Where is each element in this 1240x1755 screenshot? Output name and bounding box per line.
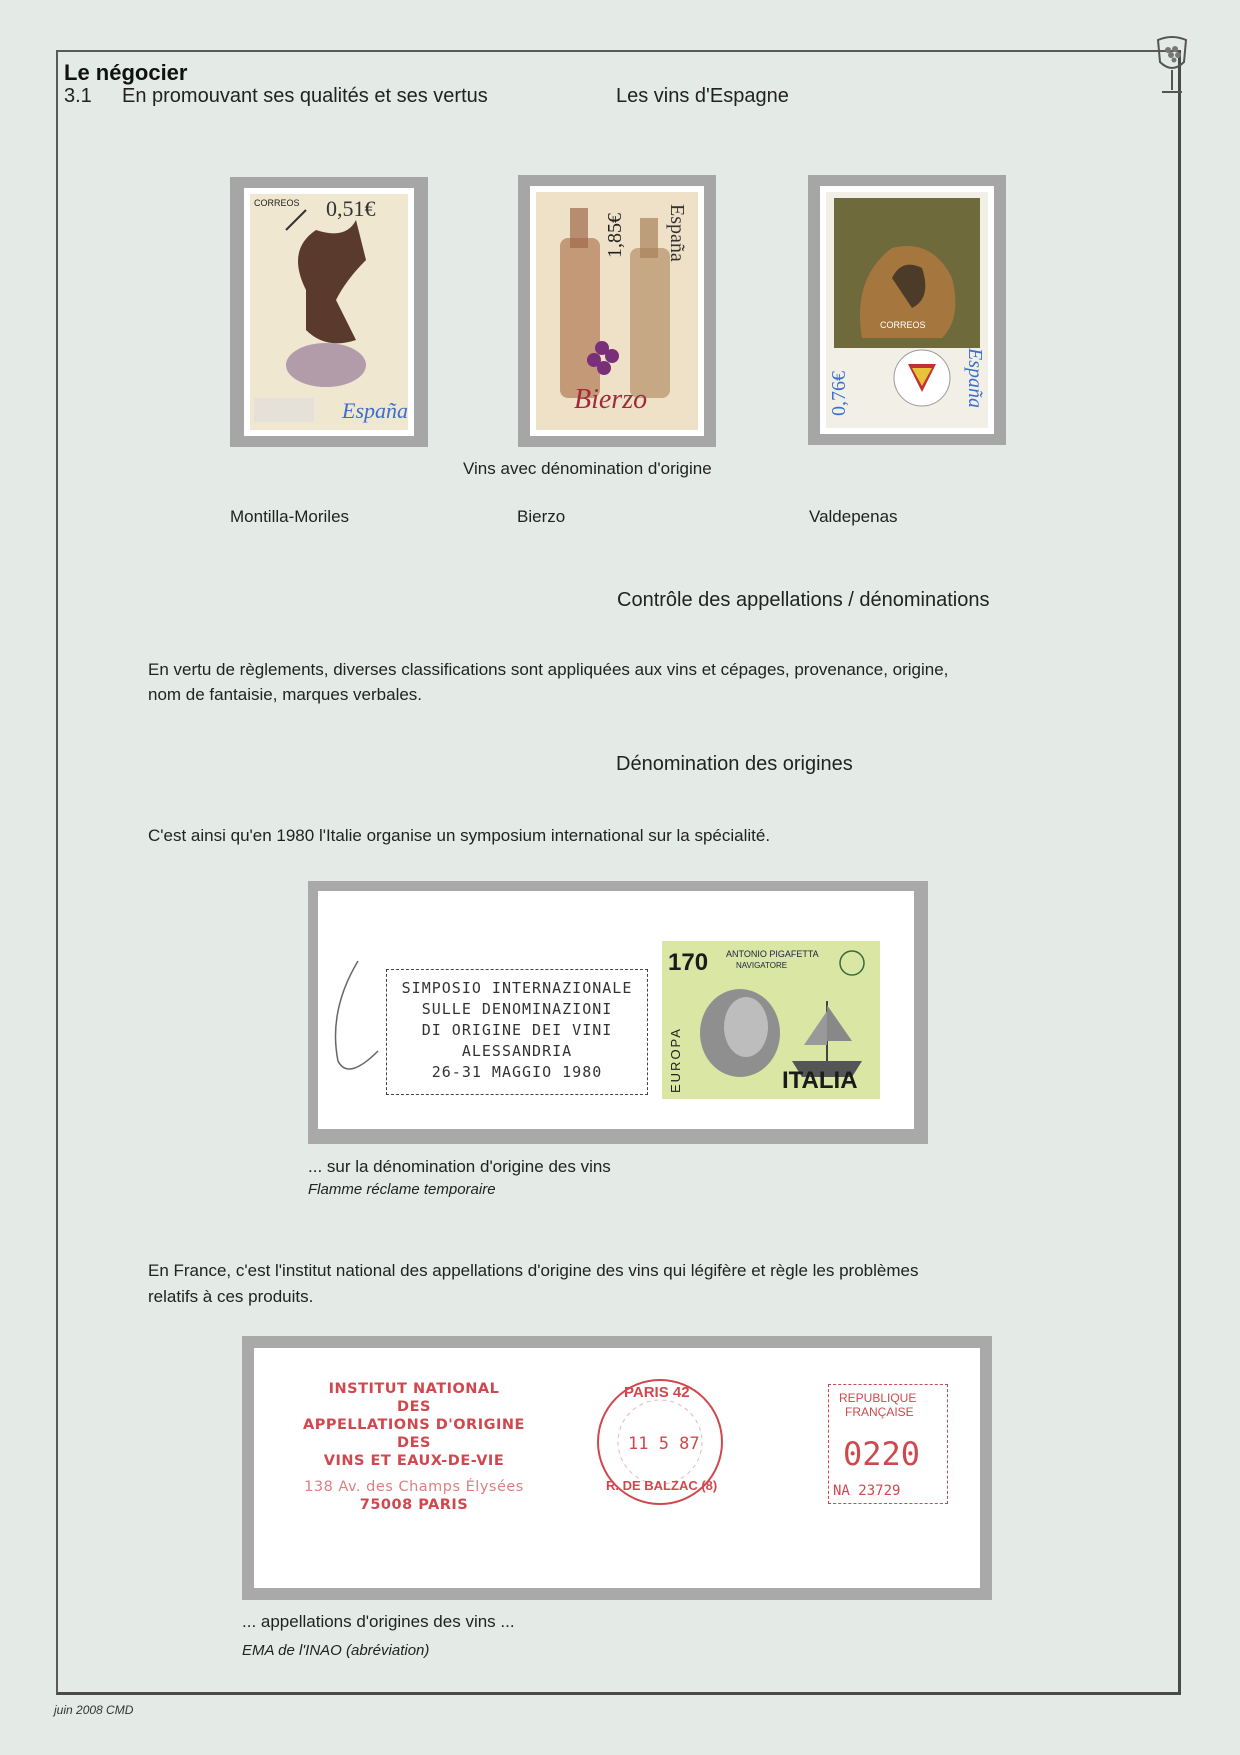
stamp-montilla-top: CORREOS (254, 198, 300, 208)
control-heading: Contrôle des appellations / dénominations (617, 589, 990, 611)
cancel-line-1: SIMPOSIO INTERNAZIONALE (401, 979, 633, 997)
handwriting-mark (318, 951, 388, 1091)
postmark-top: PARIS 42 (624, 1384, 690, 1401)
section-text: En promouvant ses qualités et ses vertus (122, 85, 488, 107)
address-line-2: 75008 PARIS (359, 1497, 469, 1513)
italy-stamp-country: ITALIA (782, 1067, 858, 1094)
stamp-montilla-moriles (244, 188, 414, 436)
postmark-date: 11 5 87 (628, 1434, 700, 1454)
page-footer: juin 2008 CMD (54, 1703, 134, 1717)
italy-stamp-side: EUROPA (668, 1027, 683, 1093)
meter-value: 0220 (843, 1435, 921, 1473)
stamp-montilla-country: España (342, 398, 408, 423)
italy-stamp-person: ANTONIO PIGAFETTA (726, 949, 819, 959)
postmark-bottom: R. DE BALZAC (8) (606, 1478, 718, 1493)
stamp-valdepenas-country: España (964, 348, 986, 408)
stamp-label-bierzo: Bierzo (517, 507, 566, 526)
sender-line-4: DES (397, 1435, 431, 1451)
sender-line-1: INSTITUT NATIONAL (328, 1381, 500, 1397)
stamp-bierzo-brand: Bierzo (574, 384, 648, 415)
meter-stamp (828, 1384, 948, 1504)
sender-line-2: DES (397, 1399, 431, 1415)
stamp-bierzo-value: 1,85€ (604, 213, 626, 258)
stamp-valdepenas-top: CORREOS (880, 320, 926, 330)
france-paragraph-line1: En France, c'est l'institut national des appellations d'origine des vins qui légifère et règle les problèmes (148, 1261, 919, 1280)
italy-cover (318, 891, 914, 1129)
sender-line-3: APPELLATIONS D'ORIGINE (303, 1417, 525, 1433)
inao-sender (264, 1380, 564, 1514)
italy-stamp (662, 941, 880, 1099)
stamp-bierzo (530, 186, 704, 436)
cancel-line-4: ALESSANDRIA (461, 1042, 573, 1060)
inao-caption-sub: EMA de l'INAO (abréviation) (242, 1642, 430, 1659)
control-paragraph-line1: En vertu de règlements, diverses classifications sont appliquées aux vins et cépages, provenance, origine, (148, 660, 949, 679)
meter-header-1: REPUBLIQUE (839, 1391, 917, 1405)
meter-code: NA 23729 (833, 1483, 901, 1499)
page-title: Le négocier (64, 60, 188, 85)
section-number: 3.1 (64, 85, 92, 107)
cancel-line-5: 26-31 MAGGIO 1980 (431, 1063, 603, 1081)
stamp-label-montilla: Montilla-Moriles (230, 507, 350, 526)
sender-line-5: VINS ET EAUX-DE-VIE (323, 1453, 505, 1469)
control-paragraph-line2: nom de fantaisie, marques verbales. (148, 685, 423, 704)
italy-stamp-person-sub: NAVIGATORE (736, 961, 788, 970)
meter-header-2: FRANÇAISE (845, 1405, 914, 1419)
address-line-1: 138 Av. des Champs Élysées (304, 1479, 524, 1495)
stamp-label-valdepenas: Valdepenas (809, 507, 898, 526)
italy-stamp-value: 170 (668, 949, 709, 976)
italy-slogan-cancel (386, 969, 648, 1095)
stamps-caption: Vins avec dénomination d'origine (463, 459, 712, 478)
cancel-line-3: DI ORIGINE DEI VINI (421, 1021, 613, 1039)
inao-caption: ... appellations d'origines des vins ... (242, 1612, 515, 1631)
section-subtitle (64, 85, 488, 108)
stamp-bierzo-country: España (666, 204, 688, 262)
cancel-line-2: SULLE DENOMINAZIONI (421, 1000, 613, 1018)
stamp-valdepenas (820, 186, 994, 434)
origins-paragraph: C'est ainsi qu'en 1980 l'Italie organise un symposium international sur la spécialité. (148, 826, 771, 845)
stamp-montilla-value: 0,51€ (326, 196, 376, 221)
italy-caption-sub: Flamme réclame temporaire (308, 1181, 496, 1198)
stamp-valdepenas-value: 0,76€ (828, 371, 850, 416)
italy-caption: ... sur la dénomination d'origine des vins (308, 1157, 611, 1176)
right-title: Les vins d'Espagne (616, 85, 789, 107)
inao-cover (254, 1348, 980, 1588)
wine-glass-logo-icon (1148, 32, 1196, 100)
france-paragraph-line2: relatifs à ces produits. (148, 1287, 314, 1306)
origins-heading: Dénomination des origines (616, 753, 853, 775)
